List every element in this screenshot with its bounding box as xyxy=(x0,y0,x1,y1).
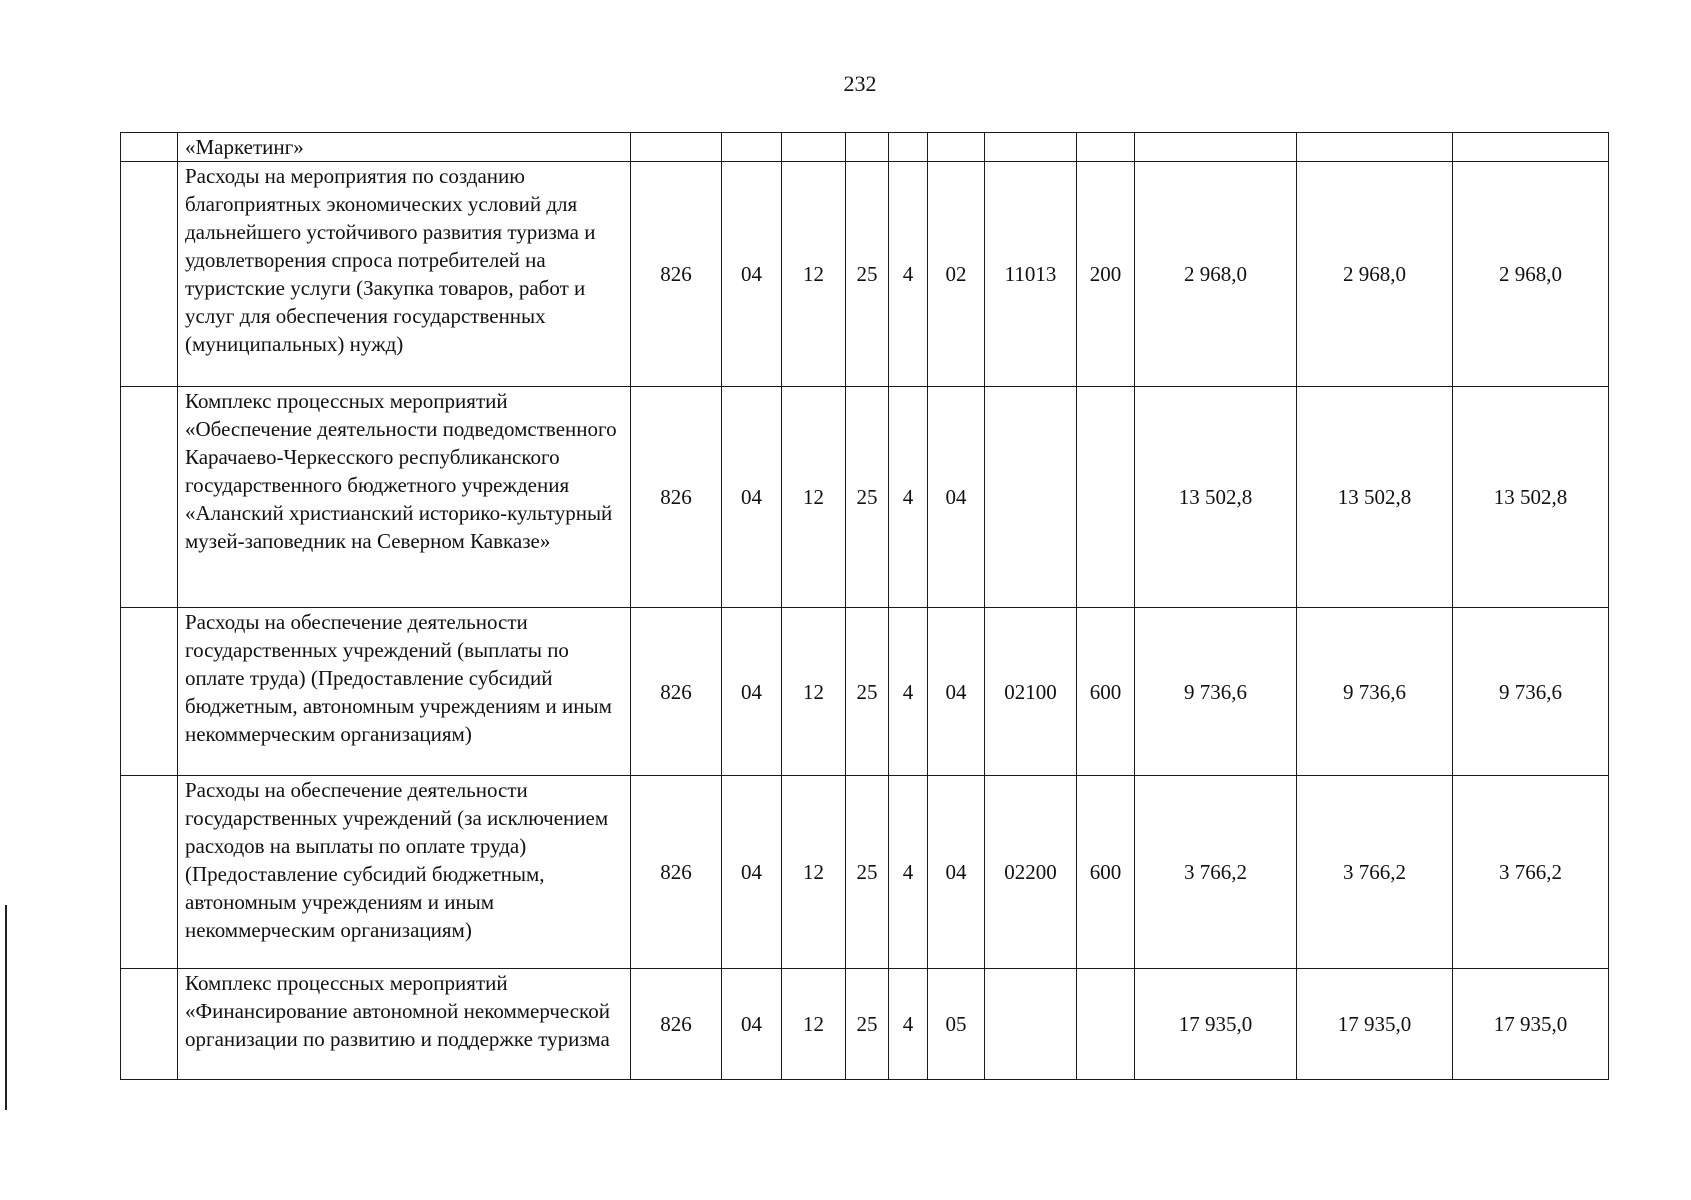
structure-element-cell: 02 xyxy=(928,162,985,387)
description-cell: Расходы на обеспечение деятельности государственных учреждений (за исключением расходов на выплаты по оплате труда) (Предоставление субсидий бюджетным, автономным учреждениям и иным некоммерческим организациям) xyxy=(178,776,631,969)
expense-type-cell xyxy=(1077,969,1135,1080)
amount-year3-cell: 9 736,6 xyxy=(1453,608,1609,776)
amount-year1-cell xyxy=(1135,133,1297,162)
amount-year2-cell xyxy=(1297,133,1453,162)
table-row xyxy=(121,162,1609,387)
structure-element-cell: 04 xyxy=(928,608,985,776)
program-type-cell xyxy=(889,133,928,162)
row-number-cell xyxy=(121,969,178,1080)
table-row xyxy=(121,133,1609,162)
direction-code-cell xyxy=(985,969,1077,1080)
program-cell: 25 xyxy=(846,387,889,608)
program-type-cell: 4 xyxy=(889,969,928,1080)
section-cell: 04 xyxy=(722,969,782,1080)
amount-year2-cell: 17 935,0 xyxy=(1297,969,1453,1080)
subsection-cell xyxy=(782,133,846,162)
admin-code-cell: 826 xyxy=(631,162,722,387)
amount-year3-cell: 17 935,0 xyxy=(1453,969,1609,1080)
program-cell: 25 xyxy=(846,162,889,387)
budget-table xyxy=(120,132,1609,1080)
amount-year3-cell: 2 968,0 xyxy=(1453,162,1609,387)
table-row xyxy=(121,776,1609,969)
row-number-cell xyxy=(121,162,178,387)
subsection-cell: 12 xyxy=(782,387,846,608)
row-number-cell xyxy=(121,387,178,608)
subsection-cell: 12 xyxy=(782,162,846,387)
amount-year1-cell: 13 502,8 xyxy=(1135,387,1297,608)
amount-year1-cell: 9 736,6 xyxy=(1135,608,1297,776)
structure-element-cell xyxy=(928,133,985,162)
amount-year2-cell: 9 736,6 xyxy=(1297,608,1453,776)
admin-code-cell: 826 xyxy=(631,387,722,608)
amount-year3-cell xyxy=(1453,133,1609,162)
program-type-cell: 4 xyxy=(889,387,928,608)
subsection-cell: 12 xyxy=(782,776,846,969)
table-row xyxy=(121,387,1609,608)
section-cell: 04 xyxy=(722,162,782,387)
direction-code-cell xyxy=(985,387,1077,608)
direction-code-cell: 11013 xyxy=(985,162,1077,387)
amount-year2-cell: 13 502,8 xyxy=(1297,387,1453,608)
description-cell: Комплекс процессных мероприятий «Финансирование автономной некоммерческой организации по развитию и поддержке туризма xyxy=(178,969,631,1080)
direction-code-cell xyxy=(985,133,1077,162)
program-cell: 25 xyxy=(846,969,889,1080)
amount-year2-cell: 2 968,0 xyxy=(1297,162,1453,387)
structure-element-cell: 04 xyxy=(928,776,985,969)
page-number: 232 xyxy=(843,71,877,96)
expense-type-cell xyxy=(1077,387,1135,608)
section-cell xyxy=(722,133,782,162)
table-row xyxy=(121,969,1609,1080)
structure-element-cell: 04 xyxy=(928,387,985,608)
subsection-cell: 12 xyxy=(782,608,846,776)
program-type-cell: 4 xyxy=(889,776,928,969)
expense-type-cell xyxy=(1077,133,1135,162)
section-cell: 04 xyxy=(722,776,782,969)
program-cell: 25 xyxy=(846,776,889,969)
admin-code-cell: 826 xyxy=(631,969,722,1080)
direction-code-cell: 02100 xyxy=(985,608,1077,776)
direction-code-cell: 02200 xyxy=(985,776,1077,969)
amount-year1-cell: 3 766,2 xyxy=(1135,776,1297,969)
row-number-cell xyxy=(121,133,178,162)
amount-year3-cell: 3 766,2 xyxy=(1453,776,1609,969)
section-cell: 04 xyxy=(722,387,782,608)
description-cell: Комплекс процессных мероприятий «Обеспечение деятельности подведомственного Карачаево-Черкесского республиканского государственного бюджетного учреждения «Аланский христианский историко-культурный музей-заповедник на Северном Кавказе» xyxy=(178,387,631,608)
description-cell: «Маркетинг» xyxy=(178,133,631,162)
expense-type-cell: 600 xyxy=(1077,608,1135,776)
structure-element-cell: 05 xyxy=(928,969,985,1080)
description-cell: Расходы на мероприятия по созданию благоприятных экономических условий для дальнейшего устойчивого развития туризма и удовлетворения спроса потребителей на туристские услуги (Закупка товаров, работ и услуг для обеспечения государственных (муниципальных) нужд) xyxy=(178,162,631,387)
section-cell: 04 xyxy=(722,608,782,776)
program-cell: 25 xyxy=(846,608,889,776)
expense-type-cell: 600 xyxy=(1077,776,1135,969)
program-type-cell: 4 xyxy=(889,608,928,776)
program-cell xyxy=(846,133,889,162)
row-number-cell xyxy=(121,776,178,969)
admin-code-cell: 826 xyxy=(631,776,722,969)
row-number-cell xyxy=(121,608,178,776)
admin-code-cell: 826 xyxy=(631,608,722,776)
admin-code-cell xyxy=(631,133,722,162)
program-type-cell: 4 xyxy=(889,162,928,387)
amount-year3-cell: 13 502,8 xyxy=(1453,387,1609,608)
amount-year1-cell: 17 935,0 xyxy=(1135,969,1297,1080)
table-row xyxy=(121,608,1609,776)
subsection-cell: 12 xyxy=(782,969,846,1080)
expense-type-cell: 200 xyxy=(1077,162,1135,387)
scan-edge-line xyxy=(5,905,7,1110)
amount-year1-cell: 2 968,0 xyxy=(1135,162,1297,387)
description-cell: Расходы на обеспечение деятельности государственных учреждений (выплаты по оплате труда) (Предоставление субсидий бюджетным, автономным учреждениям и иным некоммерческим организациям) xyxy=(178,608,631,776)
amount-year2-cell: 3 766,2 xyxy=(1297,776,1453,969)
